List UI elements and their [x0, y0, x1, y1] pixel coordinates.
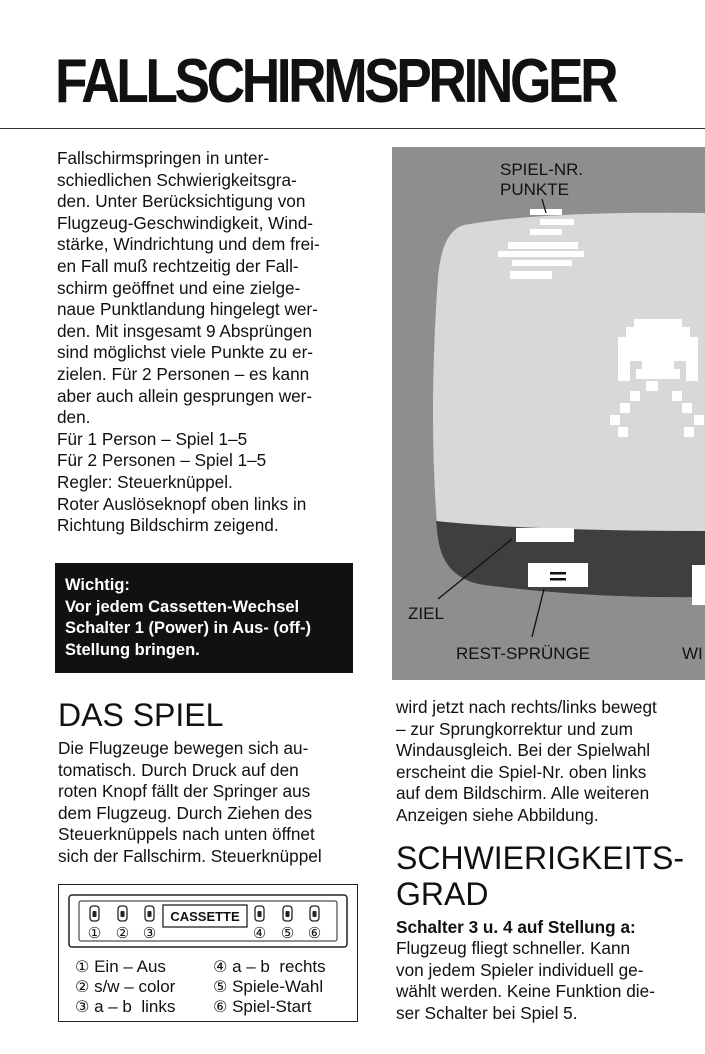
- heading-line: GRAD: [396, 876, 489, 912]
- label-ziel: ZIEL: [408, 604, 444, 623]
- switch-number-6: ⑥: [307, 924, 322, 942]
- title-rule: [0, 128, 705, 129]
- legend-item-2: ② s/w – color: [75, 977, 176, 996]
- text-line: en Fall muß rechtzeitig der Fall-: [57, 255, 299, 276]
- heading-line: SCHWIERIGKEITS-: [396, 840, 685, 876]
- das-spiel-text-right: [396, 697, 696, 827]
- label-punkte: PUNKTE: [500, 180, 569, 199]
- text-line: den. Unter Berücksichtigung von: [57, 191, 306, 212]
- text-line: Windausgleich. Bei der Spielwahl: [396, 740, 651, 761]
- difficulty-switch-setting: Schalter 3 u. 4 auf Stellung a:: [396, 917, 636, 937]
- label-spiel-nr: SPIEL-NR.: [500, 160, 584, 179]
- intro-text: [57, 148, 357, 537]
- text-line: Die Flugzeuge bewegen sich au-: [58, 738, 309, 758]
- difficulty-text: [396, 938, 696, 1024]
- console-legend-left: [75, 957, 175, 1017]
- text-line: – zur Sprungkorrektur und zum: [396, 718, 633, 739]
- text-line: sind möglichst viele Punkte zu er-: [57, 342, 314, 363]
- text-line: Richtung Bildschirm zeigend.: [57, 515, 279, 536]
- text-line: schirm geöffnet und eine zielge-: [57, 277, 301, 298]
- legend-item-4: ④ a – b rechts: [213, 957, 326, 976]
- cassette-label: CASSETTE: [170, 909, 240, 924]
- text-line: dem Flugzeug. Durch Ziehen des: [58, 802, 313, 823]
- text-line: Flugzeug-Geschwindigkeit, Wind-: [57, 212, 314, 233]
- heading-das-spiel: DAS SPIEL: [58, 697, 224, 733]
- text-line: tomatisch. Durch Druck auf den: [58, 759, 299, 780]
- switch-number-4: ④: [252, 924, 267, 942]
- switch-number-5: ⑤: [280, 924, 295, 942]
- notice-line: Vor jedem Cassetten-Wechsel: [65, 597, 300, 616]
- text-line: ser Schalter bei Spiel 5.: [396, 1002, 578, 1023]
- notice-box: [55, 563, 353, 673]
- text-line: Für 1 Person – Spiel 1–5: [57, 428, 248, 449]
- text-line: auf dem Bildschirm. Alle weiteren: [396, 783, 650, 804]
- text-line: Regler: Steuerknüppel.: [57, 471, 233, 492]
- cut-off-pixel-block: [692, 565, 705, 605]
- text-line: erscheint die Spiel-Nr. oben links: [396, 761, 647, 782]
- text-line: zielen. Für 2 Personen – es kann: [57, 363, 310, 384]
- text-line: naue Punktlandung hingelegt wer-: [57, 299, 318, 320]
- text-line: Flugzeug fliegt schneller. Kann: [396, 938, 631, 958]
- switch-number-1: ①: [87, 924, 102, 942]
- text-line: aber auch allein gesprungen wer-: [57, 385, 313, 406]
- notice-heading: Wichtig:: [65, 576, 130, 594]
- text-line: stärke, Windrichtung und dem frei-: [57, 234, 320, 255]
- rest-jumps-display: [528, 563, 588, 587]
- label-cut-off: WI: [682, 644, 703, 663]
- legend-item-6: ⑥ Spiel-Start: [213, 997, 312, 1016]
- legend-item-5: ⑤ Spiele-Wahl: [213, 977, 324, 996]
- text-line: Roter Auslöseknopf oben links in: [57, 493, 307, 514]
- heading-schwierigkeitsgrad: [396, 840, 684, 912]
- switch-number-2: ②: [115, 924, 130, 942]
- text-line: sich der Fallschirm. Steuerknüppel: [58, 845, 322, 866]
- text-line: Fallschirmspringen in unter-: [57, 148, 270, 168]
- legend-item-1: ① Ein – Aus: [75, 957, 166, 976]
- text-line: den.: [57, 407, 91, 428]
- target-pad: [516, 528, 574, 542]
- notice-line: Schalter 1 (Power) in Aus- (off-): [65, 619, 311, 637]
- text-line: roten Knopf fällt der Springer aus: [58, 781, 311, 802]
- legend-item-3: ③ a – b links: [75, 997, 176, 1016]
- text-line: von jedem Spieler individuell ge-: [396, 959, 644, 980]
- text-line: wird jetzt nach rechts/links bewegt: [396, 697, 657, 717]
- console-legend-right: [213, 957, 326, 1017]
- game-screen-illustration: [392, 147, 705, 680]
- text-line: Für 2 Personen – Spiel 1–5: [57, 450, 267, 471]
- page-title: FALLSCHIRMSPRINGER: [55, 47, 616, 116]
- das-spiel-text-left: [58, 738, 358, 868]
- text-line: schiedlichen Schwierigkeitsgra-: [57, 169, 297, 190]
- text-line: den. Mit insgesamt 9 Absprüngen: [57, 320, 313, 341]
- text-line: wählt werden. Keine Funktion die-: [396, 981, 655, 1002]
- text-line: Anzeigen siehe Abbildung.: [396, 804, 599, 825]
- switch-number-3: ③: [142, 924, 157, 942]
- notice-line: Stellung bringen.: [65, 640, 200, 659]
- label-rest-spruenge: REST-SPRÜNGE: [456, 644, 591, 663]
- text-line: Steuerknüppels nach unten öffnet: [58, 824, 315, 845]
- console-diagram: [58, 884, 358, 1022]
